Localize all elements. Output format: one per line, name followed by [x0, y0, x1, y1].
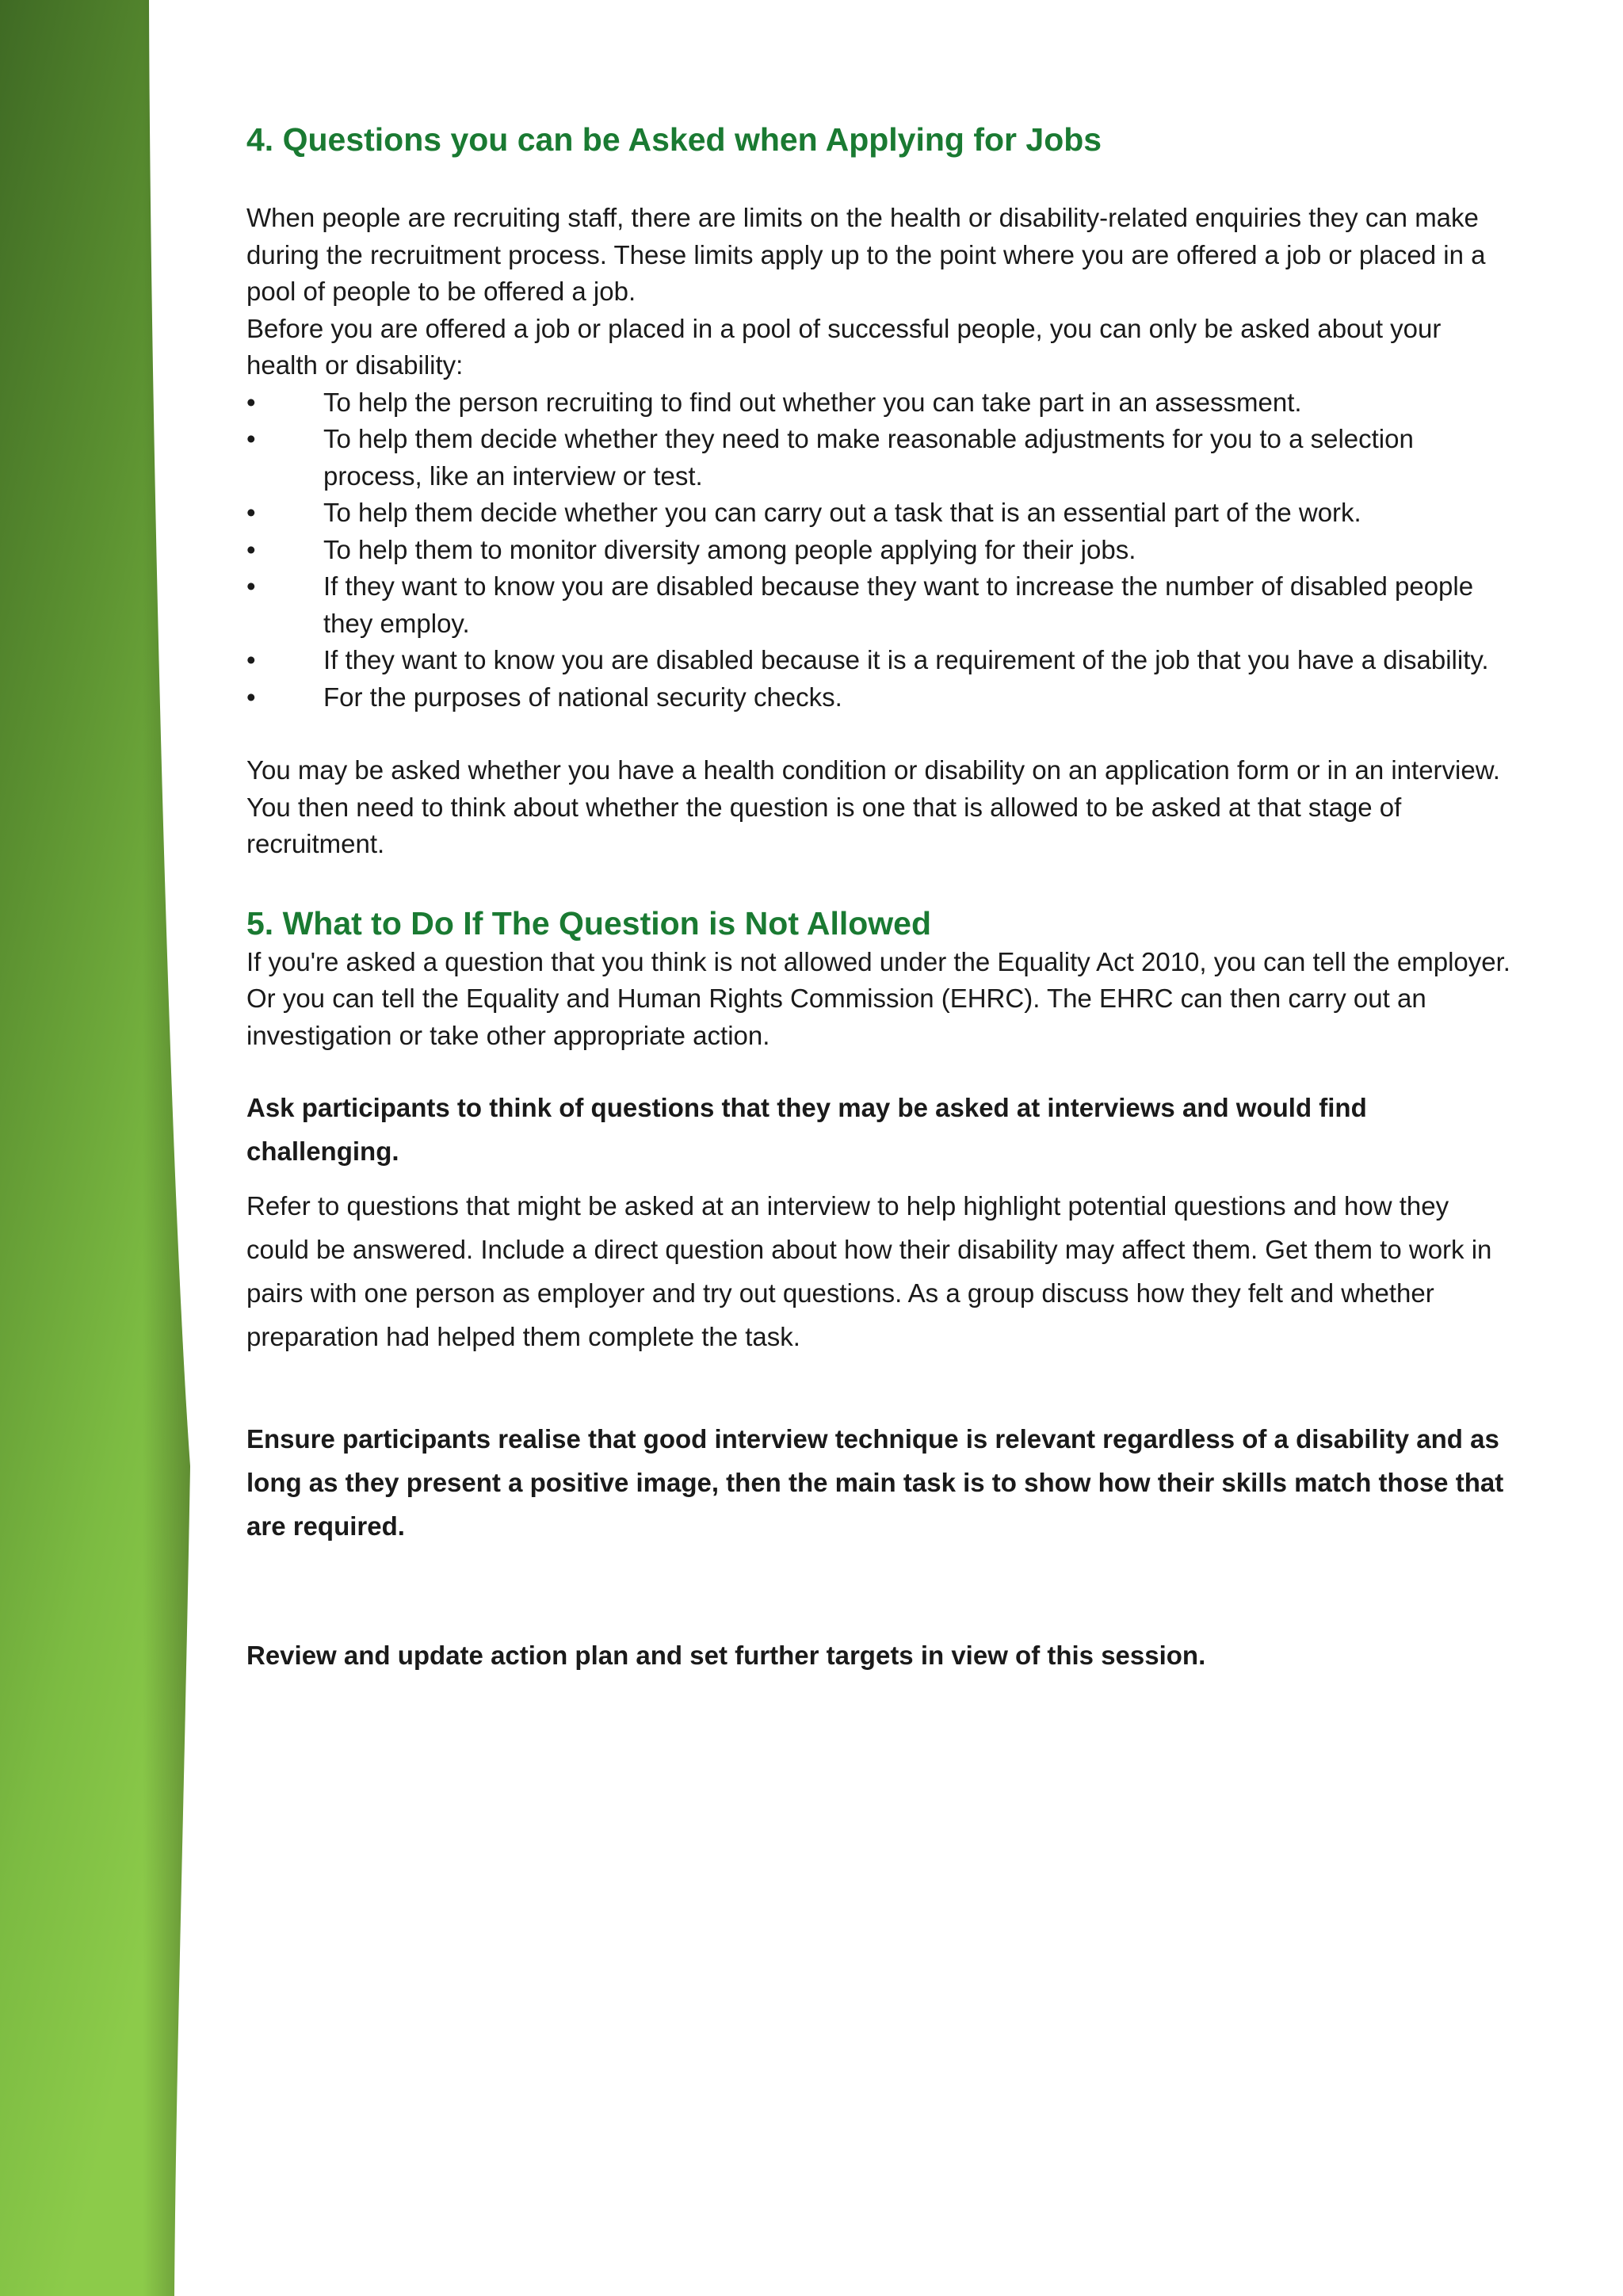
section-4-intro: When people are recruiting staff, there are limits on the health or disability-related enquiries they can make during the recruitment process. These limits apply up to the point where you are offered a job or placed in a pool of people to be offered a job.: [246, 203, 1486, 306]
list-item: • For the purposes of national security checks.: [246, 679, 1514, 716]
list-item: • To help the person recruiting to find out whether you can take part in an assessment.: [246, 384, 1514, 422]
section-4-closing: You may be asked whether you have a health condition or disability on an application form or in an interview. You then need to think about whether the question is one that is allowed to be asked at that stage of recruitment.: [246, 755, 1500, 858]
list-item: • To help them decide whether you can carry out a task that is an essential part of the work.: [246, 495, 1514, 532]
section-5-body: If you're asked a question that you think is not allowed under the Equality Act 2010, you can tell the employer. Or you can tell the Equality and Human Rights Commission (EHRC). The EHRC can then carry out an investigation or take other appropriate action.: [246, 946, 1510, 1050]
section-4-heading: 4. Questions you can be Asked when Applying for Jobs: [246, 121, 1102, 158]
list-item: • To help them to monitor diversity among people applying for their jobs.: [246, 532, 1514, 569]
list-item: • If they want to know you are disabled because they want to increase the number of disabled people they employ.: [246, 568, 1514, 642]
green-sidebar-band: [0, 0, 190, 2296]
ensure-note: Ensure participants realise that good interview technique is relevant regardless of a disability and as long as they present a positive image, then the main task is to show how their skills match those that are required.: [246, 1424, 1504, 1541]
ask-participants-note: Ask participants to think of questions that they may be asked at interviews and would find challenging.: [246, 1093, 1367, 1166]
review-note: Review and update action plan and set further targets in view of this session.: [246, 1641, 1206, 1670]
list-item: • To help them decide whether they need to make reasonable adjustments for you to a selection process, like an interview or test.: [246, 421, 1514, 495]
list-item: • If they want to know you are disabled because it is a requirement of the job that you have a disability.: [246, 642, 1514, 679]
section-4-lead-in: Before you are offered a job or placed in a pool of successful people, you can only be asked about your health or disability:: [246, 313, 1442, 380]
refer-note: Refer to questions that might be asked at an interview to help highlight potential questions and how they could be answered. Include a direct question about how their disability may affect them. Get them to work in pairs with one person as employer and try out questions. As a group discuss how they felt and whether preparation had helped them complete the task.: [246, 1191, 1492, 1351]
page-content: [246, 119, 1514, 1677]
bullet-list: [246, 384, 1514, 716]
section-5-heading: 5. What to Do If The Question is Not Allowed: [246, 904, 932, 942]
